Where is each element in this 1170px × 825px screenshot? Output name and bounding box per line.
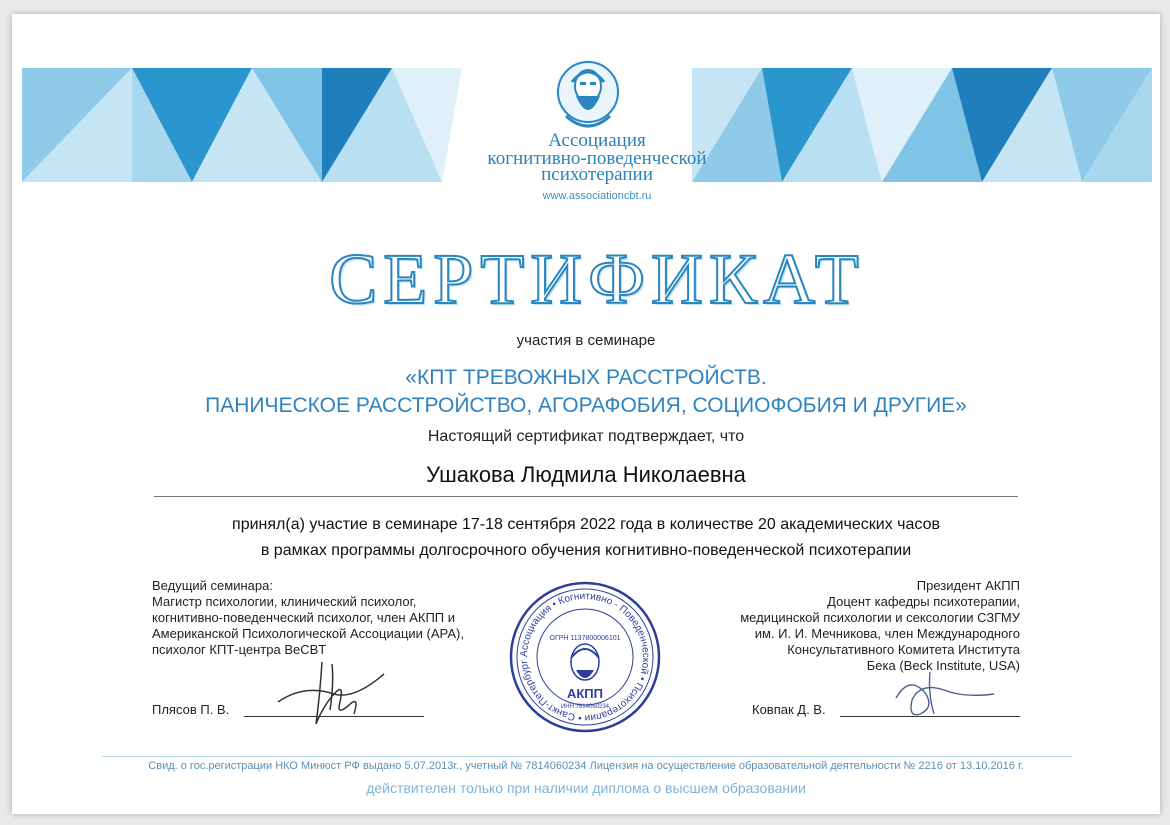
right-credential-line: им. И. И. Мечникова, член Международного (754, 626, 1020, 641)
registration-details: Свид. о гос.регистрации НКО Минюст РФ выдано 5.07.2013г., учетный № 7814060234 Лицензия на осуществление образовательной деятельности № 2216 от 13.10.2016 г. (148, 760, 1024, 772)
organization-name-line2: когнитивно-поведенческой (487, 148, 707, 169)
certificate-subtitle: участия в семинаре (516, 332, 656, 349)
left-credential-line: Магистр психологии, клинический психолог, (152, 594, 417, 609)
right-credential-line: Консультативного Комитета Института (787, 642, 1020, 657)
participation-text-line1: принял(а) участие в семинаре 17-18 сентября 2022 года в количестве 20 академических часов (232, 516, 940, 533)
footer-divider (102, 756, 1072, 757)
left-credential-line: Американской Психологической Ассоциации (АРА), (152, 626, 464, 641)
seminar-title-line2: ПАНИЧЕСКОЕ РАССТРОЙСТВО, АГОРАФОБИЯ, СОЦИОФОБИЯ И ДРУГИЕ» (205, 394, 967, 417)
validity-note: действителен только при наличии диплома о высшем образовании (366, 780, 806, 796)
right-credential-line: Бека (Beck Institute, USA) (866, 658, 1020, 673)
left-credential-line: когнитивно-поведенческий психолог, член АКПП и (152, 610, 456, 625)
right-credential-line: медицинской психологии и сексологии СЗГМУ (740, 610, 1020, 625)
participation-text-line2: в рамках программы долгосрочного обучения когнитивно-поведенческой психотерапии (260, 542, 912, 559)
confirmation-text: Настоящий сертификат подтверждает, что (427, 428, 745, 445)
recipient-name: Ушакова Людмила Николаевна (426, 462, 746, 487)
left-signatory-credentials (152, 578, 532, 658)
right-credential-line: Доцент кафедры психотерапии, (827, 594, 1020, 609)
certificate-page (12, 14, 1160, 814)
left-signatory-name: Плясов П. В. (152, 702, 230, 717)
certificate-title: СЕРТИФИКАТ (329, 239, 865, 319)
organization-name-line1: Ассоциация (548, 130, 646, 151)
right-signatory-credentials (652, 578, 1020, 674)
left-handwritten-signature (274, 654, 394, 728)
association-logo (552, 52, 624, 136)
official-stamp (508, 580, 662, 734)
right-handwritten-signature (890, 664, 1000, 720)
right-signatory-name: Ковпак Д. В. (752, 702, 826, 717)
organization-website: www.associationcbt.ru (542, 190, 652, 202)
left-credential-line: Ведущий семинара: (152, 578, 273, 593)
stamp-ring-text: Ассоциация • Когнитивно - Поведенческой • Психотерапии • Санкт-Петербург (518, 590, 652, 724)
recipient-underline (154, 496, 1018, 497)
seminar-title-line1: «КПТ ТРЕВОЖНЫХ РАССТРОЙСТВ. (405, 366, 767, 389)
right-credential-line: Президент АКПП (916, 578, 1020, 593)
stamp-center-text: АКПП (566, 686, 604, 701)
organization-name-line3: психотерапии (541, 164, 653, 185)
left-credential-line: психолог КПТ-центра BeCBT (152, 642, 327, 657)
stamp-inn: ИНН 7814060234 (560, 704, 610, 710)
stamp-ogrn: ОГРН 1137800006101 (549, 635, 621, 642)
